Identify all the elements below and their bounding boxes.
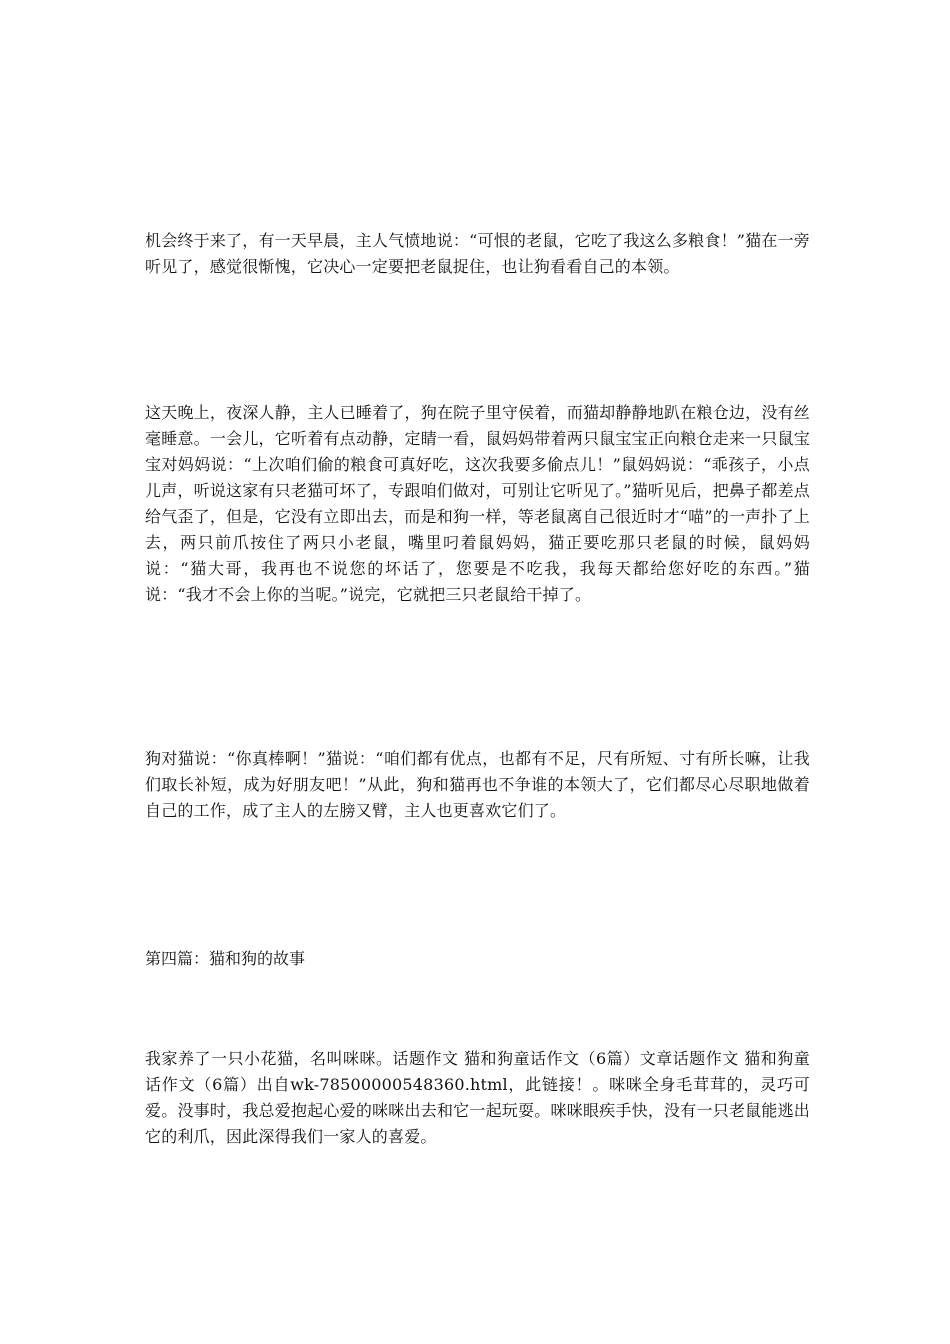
paragraph-night-catch: 这天晚上，夜深人静，主人已睡着了，狗在院子里守侯着，而猫却静静地趴在粮仓边，没有丝毫睡意。一会儿，它听着有点动静，定睛一看，鼠妈妈带着两只鼠宝宝正向粮仓走来一只鼠宝宝对妈妈说：“上次咱们偷的粮食可真好吃，这次我要多偷点儿！”鼠妈妈说：“乖孩子，小点儿声，听说这家有只老猫可坏了，专跟咱们做对，可别让它听见了。”猫听见后，把鼻子都差点给气歪了，但是，它没有立即出去，而是和狗一样，等老鼠离自己很近时才“喵”的一声扑了上去，两只前爪按住了两只小老鼠，嘴里叼着鼠妈妈，猫正要吃那只老鼠的时候，鼠妈妈说：“猫大哥，我再也不说您的坏话了，您要是不吃我，我每天都给您好吃的东西。”猫说：“我才不会上你的当呢。”说完，它就把三只老鼠给干掉了。 <box>145 403 810 604</box>
section-heading: 第四篇：猫和狗的故事 <box>145 949 306 968</box>
paragraph-mimi-cat: 我家养了一只小花猫，名叫咪咪。话题作文 猫和狗童话作文（6篇）文章话题作文 猫和狗童话作文（6篇）出自wk-78500000548360.html，此链接！。咪咪全身毛茸茸的，灵巧可爱。没事时，我总爱抱起心爱的咪咪出去和它一起玩耍。咪咪眼疾手快，没有一只老鼠能逃出它的利爪，因此深得我们一家人的喜爱。 <box>145 1049 810 1146</box>
paragraph-friendship: 狗对猫说：“你真棒啊！”猫说：“咱们都有优点，也都有不足，尺有所短、寸有所长嘛，让我们取长补短，成为好朋友吧！”从此，狗和猫再也不争谁的本领大了，它们都尽心尽职地做着自己的工作，成了主人的左膀又臂，主人也更喜欢它们了。 <box>145 749 810 820</box>
paragraph-opportunity: 机会终于来了，有一天早晨，主人气愤地说：“可恨的老鼠，它吃了我这么多粮食！”猫在一旁听见了，感觉很惭愧，它决心一定要把老鼠捉住，也让狗看看自己的本领。 <box>145 231 810 276</box>
